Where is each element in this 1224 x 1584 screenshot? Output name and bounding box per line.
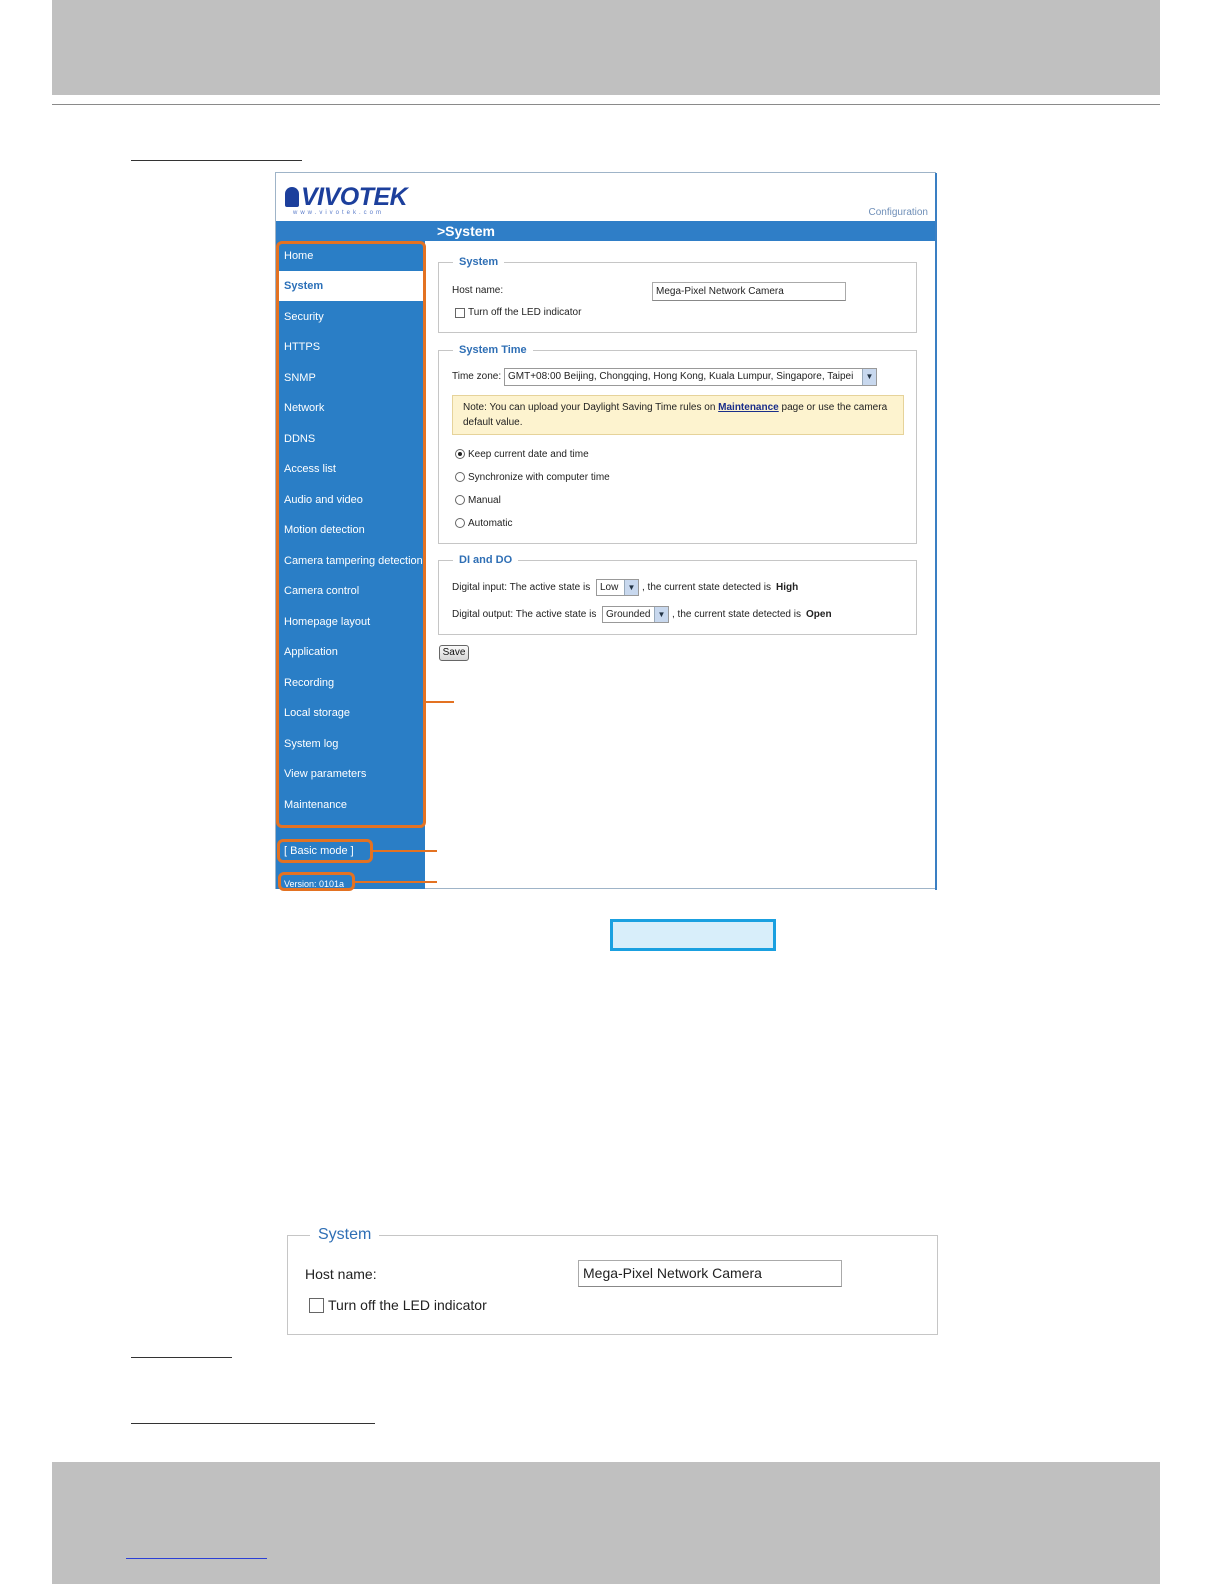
do-state-value: Grounded [606, 609, 651, 620]
system-detail [287, 1226, 938, 1335]
version-callout-line [354, 881, 437, 883]
di-label: Digital input: The active state is [452, 582, 591, 593]
sidebar-item-network[interactable]: Network [284, 402, 325, 414]
sidebar-item-maintenance[interactable]: Maintenance [284, 799, 347, 811]
system-detail-led-checkbox[interactable] [309, 1298, 324, 1313]
sidebar-item-audio-video[interactable]: Audio and video [284, 494, 363, 506]
time-zone-label: Time zone: [452, 371, 502, 382]
option-keep-current: Keep current date and time [468, 449, 589, 460]
do-label: Digital output: The active state is [452, 609, 597, 620]
logo-text: VIVOTEK [301, 183, 408, 211]
sidebar-item-camera-tampering[interactable]: Camera tampering detection [284, 555, 423, 567]
host-name-label: Host name: [452, 285, 504, 296]
header-rule [52, 104, 1160, 105]
maintenance-link[interactable]: Maintenance [718, 402, 779, 413]
configuration-link[interactable]: Configuration [868, 207, 928, 218]
configuration-screenshot [275, 172, 936, 889]
sidebar-item-home[interactable]: Home [284, 250, 314, 262]
led-checkbox[interactable] [455, 308, 465, 318]
note-text-post: page or use the camera default value. [463, 402, 888, 428]
sidebar-item-system[interactable]: System [276, 271, 425, 301]
sidebar-item-local-storage[interactable]: Local storage [284, 707, 351, 719]
do-state-select[interactable] [602, 606, 669, 623]
time-zone-value: GMT+08:00 Beijing, Chongqing, Hong Kong, Kuala Lumpur, Singapore, Taipei [508, 371, 854, 382]
sidebar-item-motion-detection[interactable]: Motion detection [284, 524, 365, 536]
di-state-select[interactable] [596, 579, 639, 596]
option-automatic: Automatic [468, 518, 513, 529]
chevron-down-icon: ▼ [862, 369, 876, 385]
sidebar-item-system-log[interactable]: System log [284, 738, 339, 750]
subsection-underline [131, 1357, 232, 1358]
footer-link-underline [126, 1558, 267, 1559]
basic-mode-callout-line [372, 850, 437, 852]
led-label: Turn off the LED indicator [468, 307, 582, 318]
logo-mark-icon [285, 187, 299, 207]
do-current-state: Open [806, 609, 832, 620]
chevron-down-icon: ▼ [654, 607, 668, 622]
radio-keep-current[interactable] [455, 449, 465, 459]
di-current-label: , the current state detected is [642, 582, 771, 593]
time-zone-select[interactable] [504, 368, 877, 386]
basic-mode-highlight-box [277, 839, 373, 863]
sidebar-item-recording[interactable]: Recording [284, 677, 335, 689]
header-band [52, 0, 1160, 95]
system-legend: System [459, 256, 499, 268]
sidebar-item-snmp[interactable]: SNMP [284, 372, 316, 384]
nav-highlight-box [276, 241, 426, 828]
footer-band [52, 1462, 1160, 1584]
do-current-label: , the current state detected is [672, 609, 801, 620]
sidebar-item-https[interactable]: HTTPS [284, 341, 321, 353]
system-detail-legend: System [318, 1226, 372, 1243]
di-state-value: Low [600, 582, 619, 593]
title-bar [276, 221, 935, 241]
save-button[interactable]: Save [439, 645, 469, 661]
version-label: Version: 0101a [284, 879, 345, 889]
option-sync-computer: Synchronize with computer time [468, 472, 610, 483]
radio-automatic[interactable] [455, 518, 465, 528]
sidebar-item-access-list[interactable]: Access list [284, 463, 336, 475]
note-text-pre: Note: You can upload your Daylight Saving Time rules on [463, 402, 719, 413]
sidebar-item-ddns[interactable]: DDNS [284, 433, 316, 445]
frame-edge [935, 173, 937, 890]
sidebar-item-camera-control[interactable]: Camera control [284, 585, 360, 597]
system-detail-host-label: Host name: [305, 1266, 377, 1282]
dst-note [452, 395, 904, 435]
sidebar-item-homepage-layout[interactable]: Homepage layout [284, 616, 371, 628]
vivotek-logo [285, 183, 407, 212]
basic-mode-link[interactable]: [ Basic mode ] [284, 845, 354, 857]
radio-manual[interactable] [455, 495, 465, 505]
radio-sync-computer[interactable] [455, 472, 465, 482]
sidebar-item-application[interactable]: Application [284, 646, 338, 658]
system-time-legend: System Time [459, 344, 527, 356]
chevron-down-icon: ▼ [624, 580, 638, 595]
di-do-fieldset [438, 554, 917, 635]
sidebar-item-security[interactable]: Security [284, 311, 324, 323]
system-detail-led-label: Turn off the LED indicator [328, 1297, 487, 1313]
page-title: >System [437, 223, 495, 239]
di-do-legend: DI and DO [459, 554, 513, 566]
nav-callout-line [426, 701, 454, 703]
subsection-underline-2 [131, 1423, 375, 1424]
section-underline [131, 160, 302, 161]
sidebar-item-view-parameters[interactable]: View parameters [284, 768, 367, 780]
di-current-state: High [776, 582, 799, 593]
figure-caption-box [610, 919, 776, 951]
system-detail-host-input[interactable]: Mega-Pixel Network Camera [578, 1260, 842, 1287]
option-manual: Manual [468, 495, 501, 506]
host-name-input[interactable]: Mega-Pixel Network Camera [652, 282, 846, 301]
logo-subtext: www.vivotek.com [293, 210, 385, 216]
version-highlight-box [278, 872, 355, 891]
